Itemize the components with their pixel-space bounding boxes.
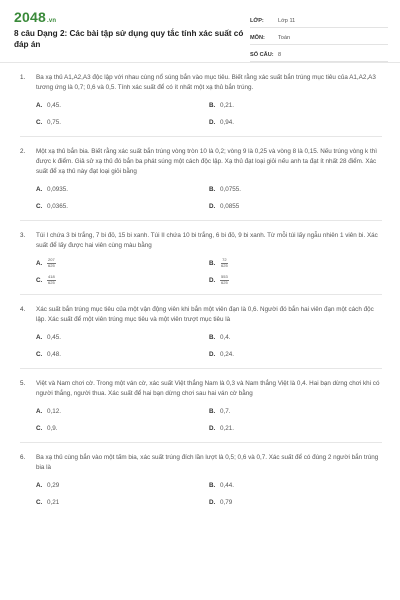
option-d[interactable] — [209, 423, 382, 433]
option-value: 0,45. — [47, 333, 62, 341]
option-value: 0,4. — [220, 333, 231, 341]
option-value: 0,48. — [47, 350, 62, 358]
meta-class-row — [250, 14, 388, 28]
option-d[interactable] — [209, 275, 382, 285]
question-text: Túi I chứa 3 bi trắng, 7 bi đỏ, 15 bi xanh. Túi II chứa 10 bi trắng, 6 bi đỏ, 9 bi xanh. Từ mỗi túi lấy ngẫu nhiên 1 viên bi. Xác suất để lấy được hai viên cùng màu bằng — [36, 232, 378, 249]
option-letter: B. — [209, 407, 216, 415]
option-letter: C. — [36, 350, 43, 358]
option-value: 0,21 — [47, 498, 60, 506]
question-2 — [20, 137, 382, 221]
option-value: 0,79 — [220, 498, 233, 506]
fraction — [47, 258, 56, 268]
option-value: 0,24. — [220, 350, 235, 358]
question-text: Ba xạ thủ A1,A2,A3 độc lập với nhau cùng nổ súng bắn vào mục tiêu. Biết rằng xác suất bắn trúng mục tiêu của A1,A2,A3 tương ứng là 0,7; 0,6 và 0,5. Tính xác suất để có ít nhất một xạ thủ bắn trúng. — [36, 74, 376, 91]
option-letter: D. — [209, 276, 216, 284]
option-letter: A. — [36, 333, 43, 341]
option-c[interactable] — [36, 423, 209, 433]
option-c[interactable] — [36, 349, 209, 359]
option-c[interactable] — [36, 201, 209, 211]
option-letter: A. — [36, 101, 43, 109]
option-a[interactable] — [36, 480, 209, 490]
option-b[interactable] — [209, 100, 382, 110]
answer-options — [20, 332, 382, 359]
logo-suffix: .vn — [46, 18, 57, 24]
option-c[interactable] — [36, 275, 209, 285]
option-value: 0,0755. — [220, 185, 242, 193]
option-a[interactable] — [36, 332, 209, 342]
option-b[interactable] — [209, 184, 382, 194]
option-b[interactable] — [209, 480, 382, 490]
question-list — [0, 63, 400, 516]
option-letter: A. — [36, 185, 43, 193]
option-d[interactable] — [209, 349, 382, 359]
question-number: 5. — [20, 380, 26, 387]
option-value: 0,21. — [220, 424, 235, 432]
question-number: 1. — [20, 74, 26, 81]
question-6 — [20, 443, 382, 516]
option-letter: D. — [209, 202, 216, 210]
option-d[interactable] — [209, 117, 382, 127]
option-value: 0,75. — [47, 118, 62, 126]
question-number: 2. — [20, 148, 26, 155]
fraction — [47, 275, 56, 285]
option-value: 0,94. — [220, 118, 235, 126]
page-title: 8 câu Dạng 2: Các bài tập sử dụng quy tắc tính xác suất có đáp án — [14, 29, 244, 49]
option-letter: B. — [209, 259, 216, 267]
option-letter: C. — [36, 202, 43, 210]
option-value: 0,9. — [47, 424, 58, 432]
answer-options — [20, 480, 382, 507]
meta-panel — [250, 14, 388, 65]
question-text: Việt và Nam chơi cờ. Trong một ván cờ, xác suất Việt thắng Nam là 0,3 và Nam thắng Việt là 0,4. Hai bạn dừng chơi khi có người thắng, người thua. Xác suất để hai bạn dừng chơi sau hai ván cờ bằng — [36, 380, 380, 397]
option-a[interactable] — [36, 184, 209, 194]
fraction-denominator: 625 — [221, 279, 228, 285]
option-b[interactable] — [209, 332, 382, 342]
fraction-numerator: 207 — [48, 257, 55, 263]
meta-label: LỚP: — [250, 17, 264, 24]
site-logo[interactable] — [14, 9, 56, 25]
option-value: 0,44. — [220, 481, 235, 489]
question-number: 3. — [20, 232, 26, 239]
fraction-denominator: 625 — [221, 262, 228, 268]
option-letter: C. — [36, 276, 43, 284]
meta-value: 8 — [278, 51, 282, 58]
option-d[interactable] — [209, 201, 382, 211]
meta-subject-row — [250, 31, 388, 45]
answer-options — [20, 100, 382, 127]
option-letter: C. — [36, 118, 43, 126]
option-letter: A. — [36, 259, 43, 267]
option-c[interactable] — [36, 497, 209, 507]
question-text: Xác suất bắn trúng mục tiêu của một vận động viên khi bắn một viên đạn là 0,6. Người đó bắn hai viên đạn một cách độc lập. Xác suất để một viên trúng mục tiêu và một viên trượt mục tiêu là — [36, 306, 374, 323]
option-value: 0,29 — [47, 481, 60, 489]
option-b[interactable] — [209, 258, 382, 268]
option-letter: D. — [209, 498, 216, 506]
option-value: 0,0855 — [220, 202, 240, 210]
fraction-denominator: 625 — [48, 279, 55, 285]
option-value: 0,0365. — [47, 202, 69, 210]
meta-value: Toán — [278, 34, 291, 41]
fraction-denominator: 625 — [48, 262, 55, 268]
question-1 — [20, 63, 382, 137]
option-letter: C. — [36, 498, 43, 506]
meta-count-row — [250, 48, 388, 62]
option-letter: D. — [209, 118, 216, 126]
fraction-numerator: 72 — [222, 257, 227, 263]
option-letter: A. — [36, 407, 43, 415]
question-text: Một xạ thủ bắn bia. Biết rằng xác suất bắn trúng vòng tròn 10 là 0,2; vòng 9 là 0,25 và vòng 8 là 0,15. Nếu trúng vòng k thì được k điểm. Giả sử xạ thủ đó bắn ba phát súng một cách độc lập. Xạ thủ đạt loại giỏi nếu anh ta đạt ít nhất 28 điểm. Xác suất để xạ thủ này đạt loại giỏi bằng — [36, 148, 377, 175]
option-letter: B. — [209, 101, 216, 109]
option-a[interactable] — [36, 258, 209, 268]
option-letter: B. — [209, 185, 216, 193]
option-value: 0,7. — [220, 407, 231, 415]
option-a[interactable] — [36, 406, 209, 416]
fraction — [220, 258, 229, 268]
option-value: 0,21. — [220, 101, 235, 109]
fraction — [220, 275, 229, 285]
option-letter: D. — [209, 424, 216, 432]
answer-options — [20, 184, 382, 211]
option-b[interactable] — [209, 406, 382, 416]
option-letter: A. — [36, 481, 43, 489]
option-value: 0,45. — [47, 101, 62, 109]
option-letter: D. — [209, 350, 216, 358]
page-header — [0, 0, 400, 63]
question-number: 6. — [20, 454, 26, 461]
answer-options — [20, 258, 382, 285]
meta-value: Lớp 11 — [278, 17, 296, 24]
option-value: 0,0935. — [47, 185, 69, 193]
option-value: 0,12. — [47, 407, 62, 415]
fraction-numerator: 418 — [48, 274, 55, 280]
meta-label: SỐ CÂU: — [250, 51, 274, 58]
option-a[interactable] — [36, 100, 209, 110]
option-letter: C. — [36, 424, 43, 432]
meta-label: MÔN: — [250, 34, 265, 41]
answer-options — [20, 406, 382, 433]
option-letter: B. — [209, 481, 216, 489]
option-c[interactable] — [36, 117, 209, 127]
question-3 — [20, 221, 382, 295]
question-4 — [20, 295, 382, 369]
question-number: 4. — [20, 306, 26, 313]
question-5 — [20, 369, 382, 443]
option-letter: B. — [209, 333, 216, 341]
option-d[interactable] — [209, 497, 382, 507]
fraction-numerator: 553 — [221, 274, 228, 280]
logo-text: 2048 — [14, 9, 46, 25]
question-text: Ba xạ thủ cùng bắn vào một tấm bia, xác suất trúng đích lần lượt là 0,5; 0,6 và 0,7. Xác suất để có đúng 2 người bắn trúng bia là — [36, 454, 379, 471]
